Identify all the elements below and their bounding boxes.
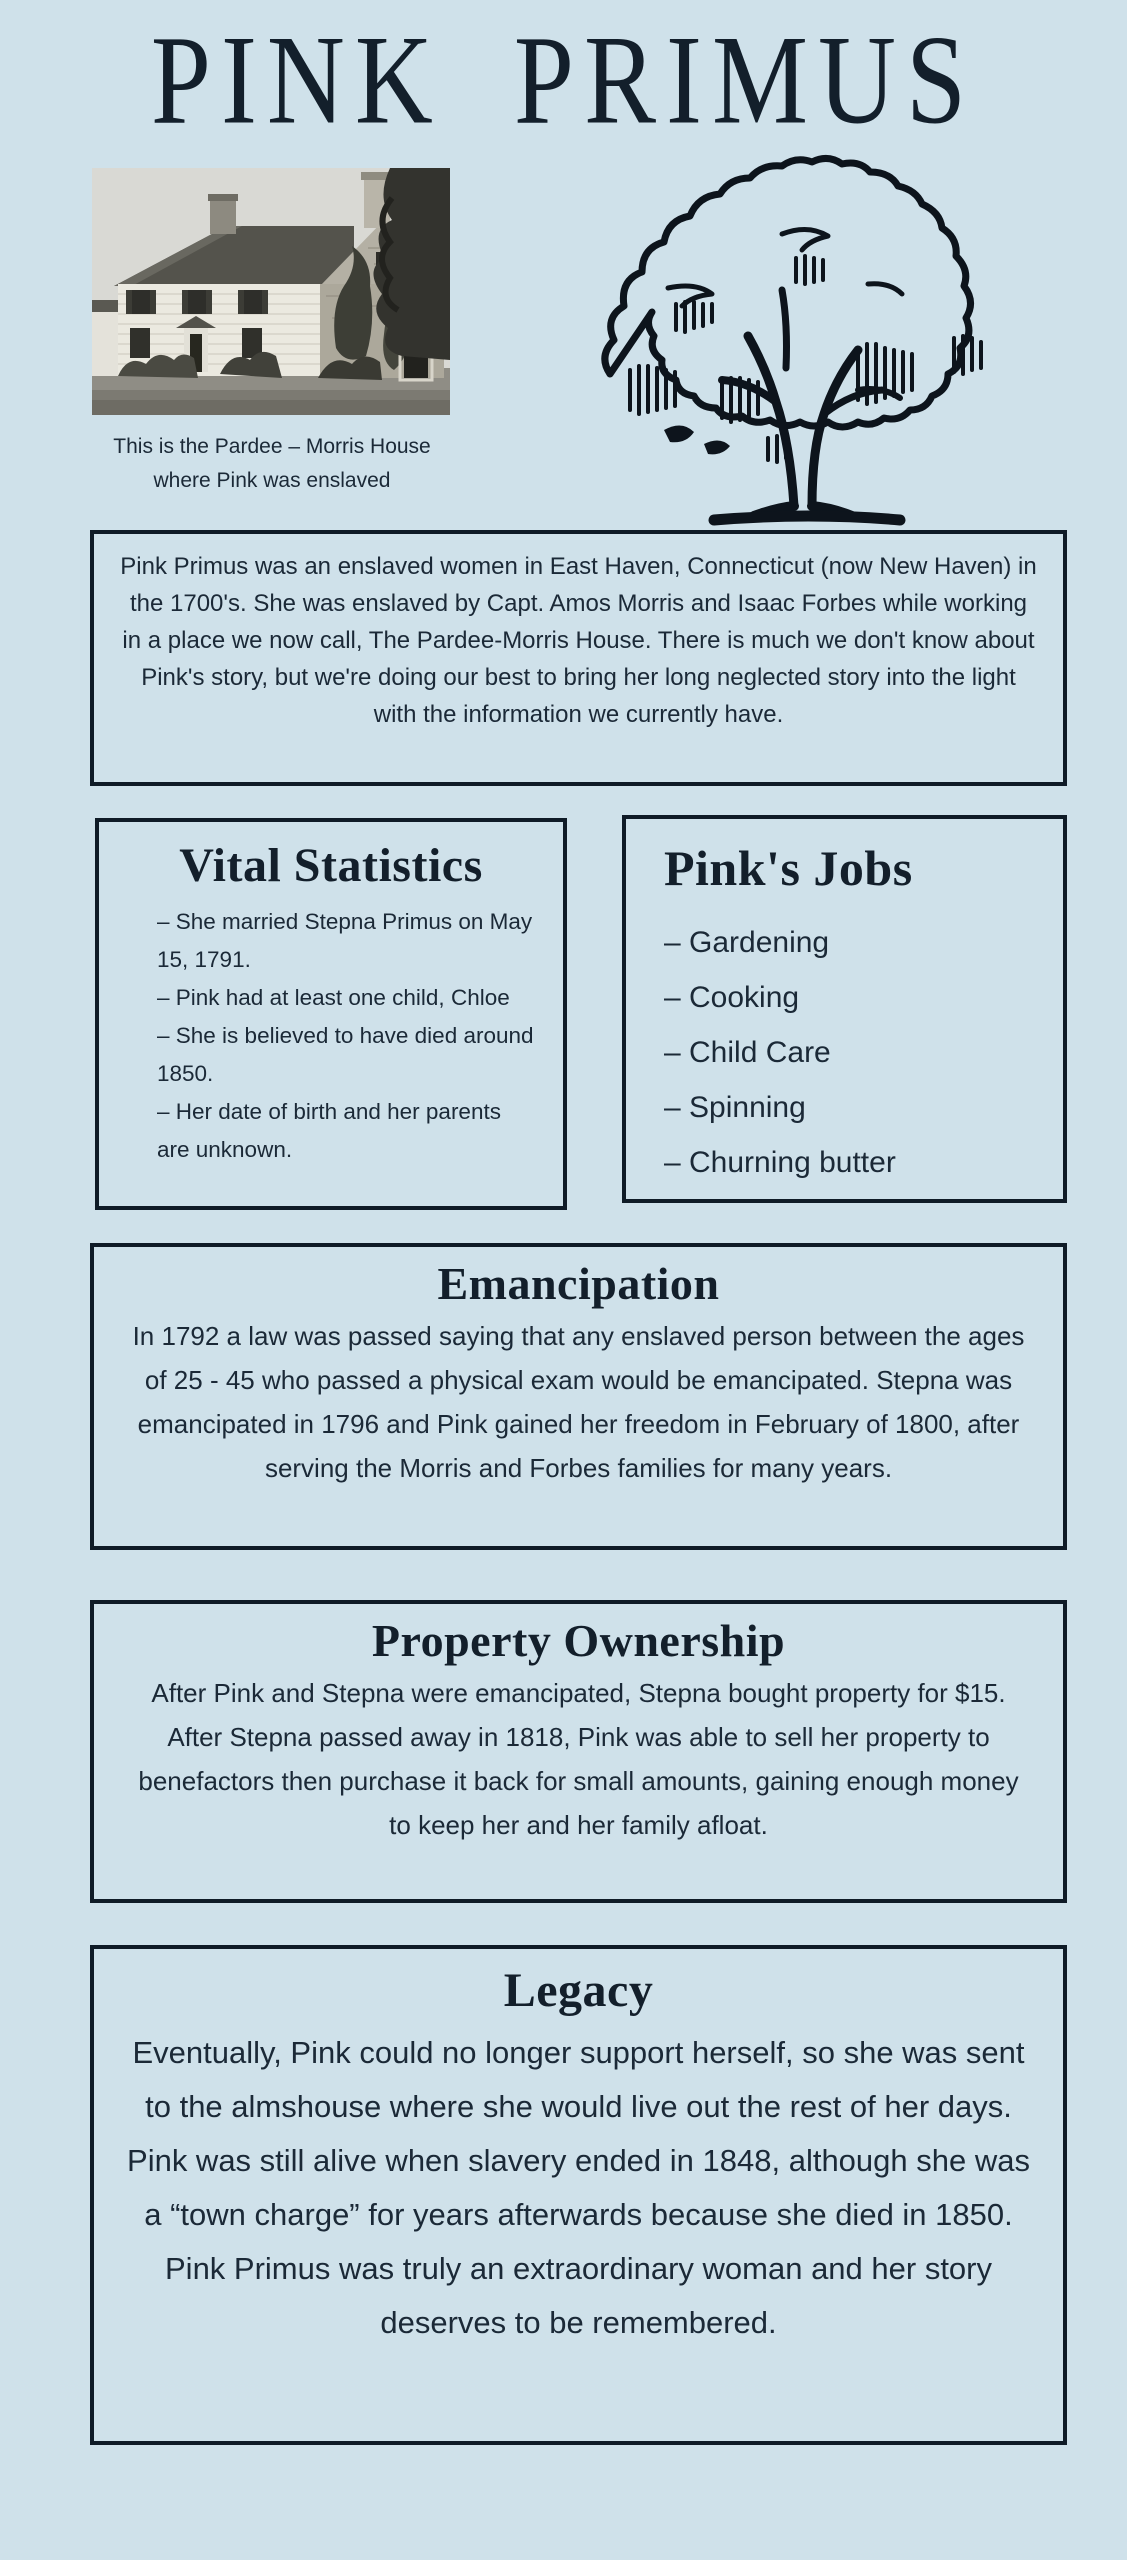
vital-statistics-item: – Pink had at least one child, Chloe [157, 985, 510, 1010]
property-ownership-text: After Pink and Stepna were emancipated, Stepna bought property for $15. After Stepna passed away in 1818, Pink was able to sell her property to benefactors then purchase it back for small amounts, gaining enough money to keep her and her family afloat. [138, 1678, 1019, 1840]
job-item: – Cooking [664, 981, 800, 1014]
jobs-box [622, 815, 1067, 1203]
pardee-morris-house-photo [92, 168, 450, 415]
vital-statistics-item: – Her date of birth and her parents are unknown. [157, 1099, 501, 1162]
legacy-title: Legacy [503, 1964, 654, 2017]
legacy-text: Eventually, Pink could no longer support herself, so she was sent to the almshouse where she would live out the rest of her days. Pink was still alive when slavery ended in 1848, although she was a “town charge” for years afterwards because she died in 1850. Pink Primus was truly an extraordinary woman and her story deserves to be remembered. [127, 2035, 1030, 2340]
legacy-box [90, 1945, 1067, 2445]
job-item: – Churning butter [664, 1146, 896, 1179]
property-ownership-box [90, 1600, 1067, 1903]
intro-box [90, 530, 1067, 786]
vital-statistics-box [95, 818, 567, 1210]
job-item: – Child Care [664, 1036, 831, 1069]
tree-icon [572, 138, 1040, 533]
vital-statistics-title: Vital Statistics [179, 839, 483, 892]
emancipation-text: In 1792 a law was passed saying that any enslaved person between the ages of 25 - 45 who passed a physical exam would be emancipated. Stepna was emancipated in 1796 and Pink gained her freedom in February of 1800, after serving the Morris and Forbes families for many years. [132, 1321, 1025, 1483]
jobs-title: Pink's Jobs [664, 840, 913, 896]
intro-text: Pink Primus was an enslaved women in East Haven, Connecticut (now New Haven) in the 1700's. She was enslaved by Capt. Amos Morris and Isaac Forbes while working in a place we now call, The Pardee-Morris House. There is much we don't know about Pink's story, but we're doing our best to bring her long neglected story into the light with the information we currently have. [120, 553, 1037, 728]
job-item: – Gardening [664, 926, 830, 959]
vital-statistics-item: – She is believed to have died around 1850. [157, 1023, 534, 1086]
property-ownership-title: Property Ownership [371, 1615, 786, 1666]
house-photo-illustration [92, 168, 450, 415]
tree-sketch-illustration [572, 138, 1040, 533]
page-title: PINK PRIMUS [150, 10, 977, 151]
emancipation-box [90, 1243, 1067, 1550]
emancipation-title: Emancipation [437, 1258, 720, 1309]
job-item: – Spinning [664, 1091, 806, 1124]
photo-caption: This is the Pardee – Morris House where Pink was enslaved [113, 435, 431, 492]
vital-statistics-item: – She married Stepna Primus on May 15, 1791. [157, 909, 533, 972]
